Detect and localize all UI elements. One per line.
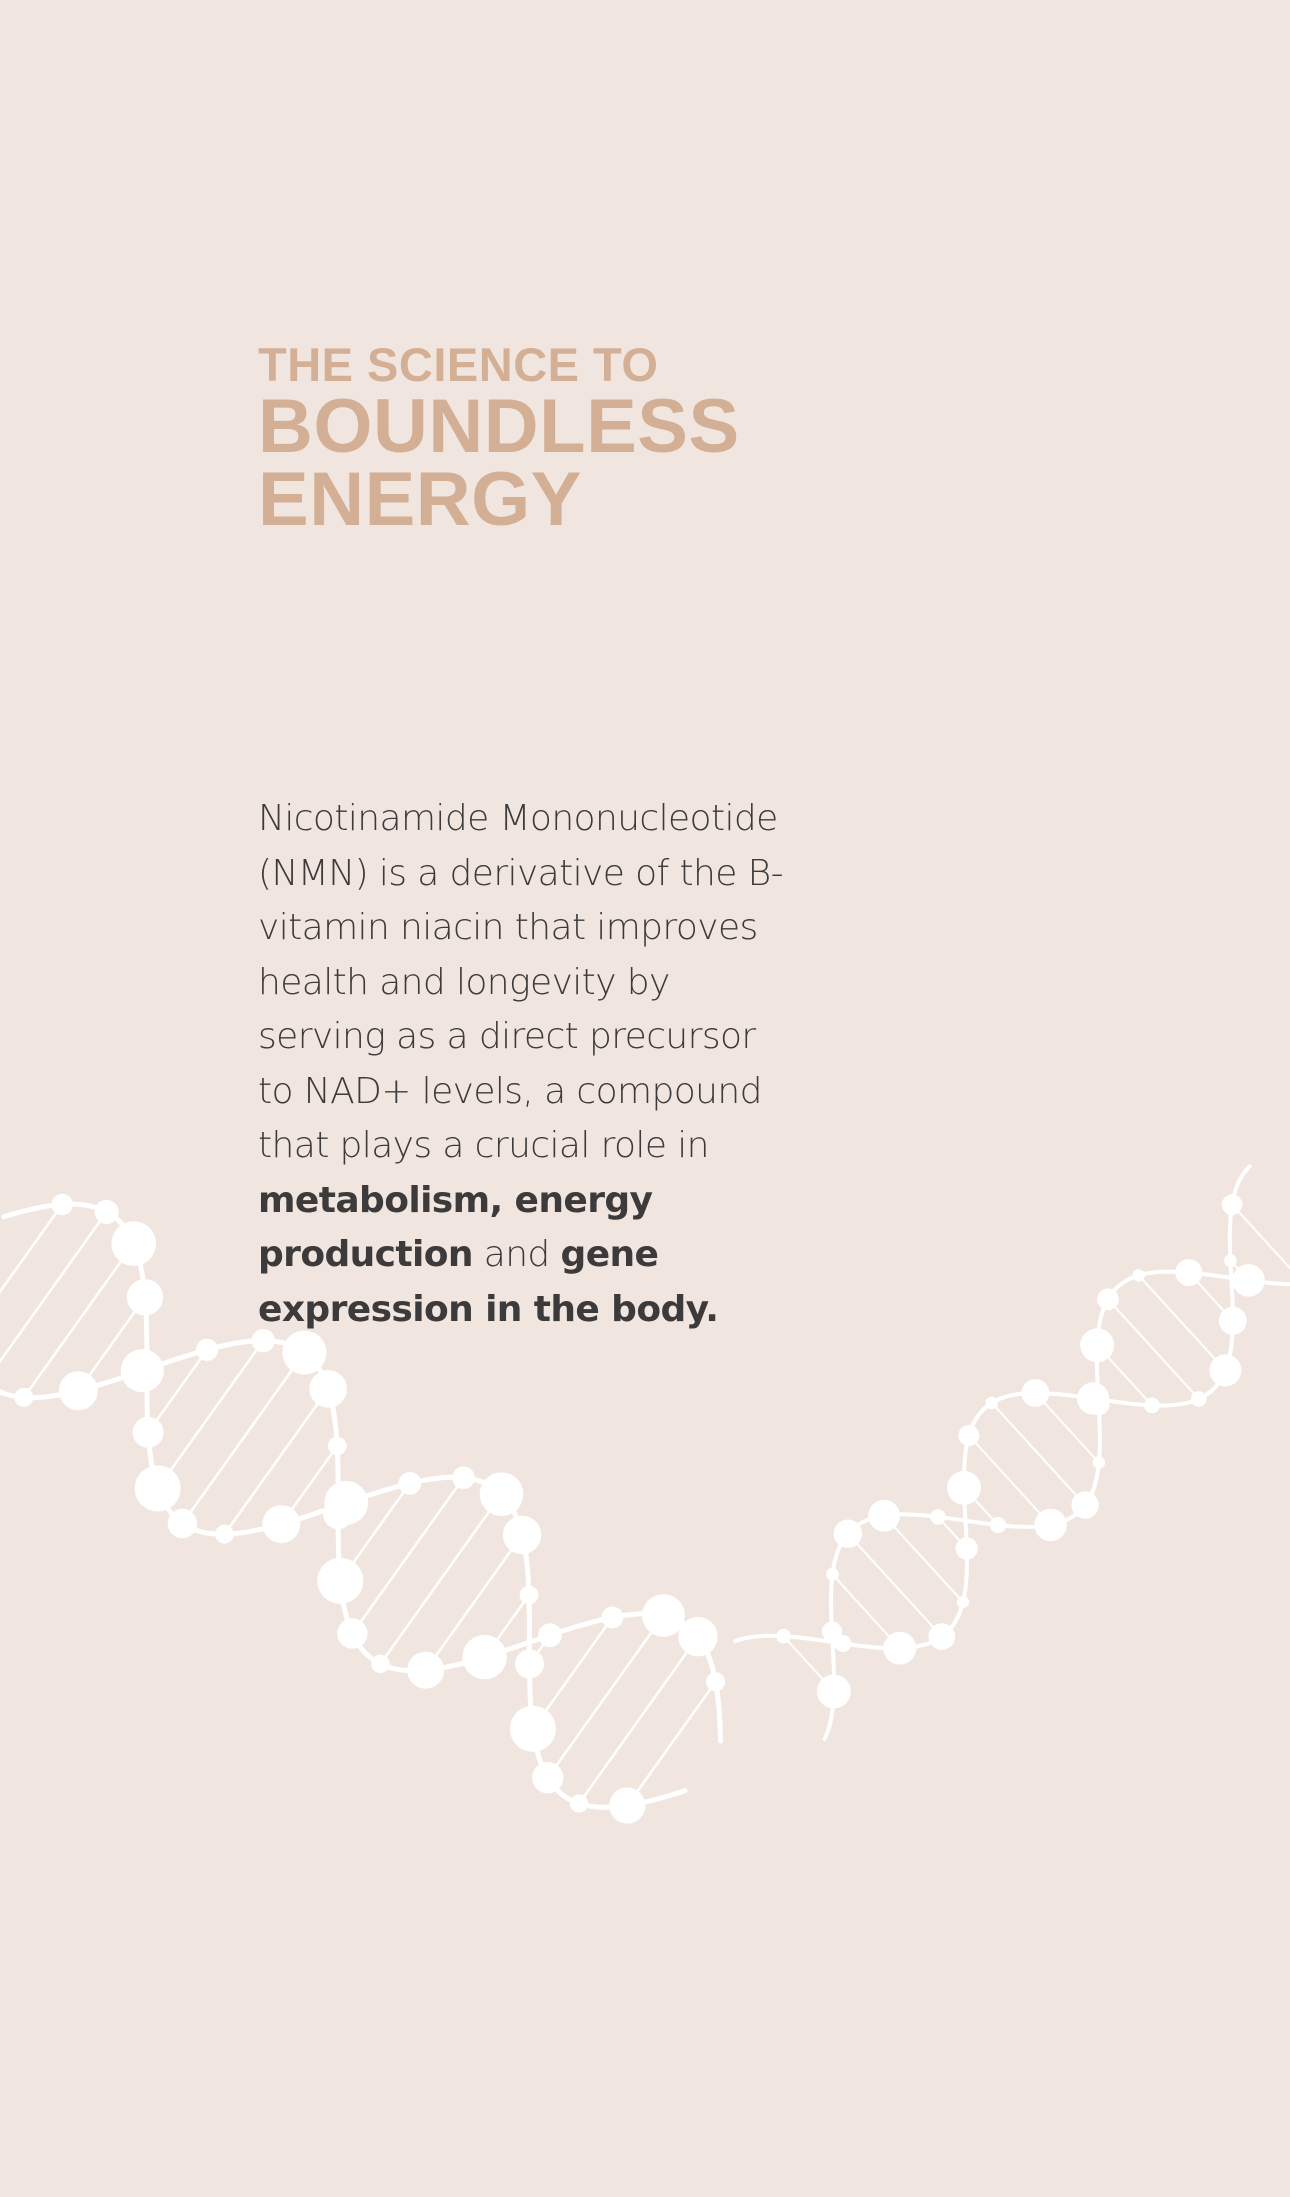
dna-node bbox=[328, 1437, 347, 1456]
dna-rung bbox=[1108, 1299, 1199, 1399]
dna-node bbox=[1144, 1398, 1160, 1414]
dna-node bbox=[111, 1221, 156, 1266]
dna-node bbox=[570, 1794, 588, 1812]
dna-node bbox=[1175, 1259, 1202, 1286]
dna-node bbox=[399, 1472, 422, 1495]
description-bold-2: gene expression in the body. bbox=[258, 1234, 719, 1330]
dna-node bbox=[127, 1279, 163, 1315]
heading-line-1: THE SCIENCE TO bbox=[258, 338, 659, 391]
description-paragraph bbox=[258, 792, 798, 1337]
dna-node bbox=[59, 1371, 98, 1410]
dna-node bbox=[532, 1762, 563, 1793]
dna-node bbox=[834, 1635, 851, 1652]
dna-node bbox=[196, 1339, 218, 1361]
dna-rung bbox=[969, 1436, 1051, 1526]
dna-node bbox=[1077, 1382, 1109, 1414]
dna-node bbox=[282, 1331, 326, 1375]
dna-rung bbox=[627, 1682, 715, 1806]
dna-node bbox=[1224, 1254, 1237, 1267]
description-text-2: and bbox=[472, 1234, 561, 1275]
dna-node bbox=[958, 1425, 979, 1446]
dna-rung bbox=[884, 1516, 963, 1602]
dna-node bbox=[324, 1481, 368, 1525]
dna-rung bbox=[182, 1353, 304, 1524]
dna-node bbox=[609, 1787, 645, 1823]
dna-rung bbox=[0, 1205, 62, 1343]
dna-node bbox=[834, 1520, 862, 1548]
dna-node bbox=[95, 1200, 119, 1224]
dna-node bbox=[1097, 1288, 1119, 1310]
dna-node bbox=[930, 1509, 945, 1524]
dna-node bbox=[309, 1370, 347, 1408]
heading-line-2: BOUNDLESS bbox=[258, 384, 740, 469]
page-heading bbox=[258, 338, 740, 542]
dna-rung bbox=[848, 1534, 942, 1637]
dna-rung bbox=[548, 1616, 664, 1778]
dna-helix-right-illustration bbox=[735, 1166, 1290, 1739]
dna-node bbox=[706, 1672, 725, 1691]
dna-node bbox=[817, 1674, 851, 1708]
dna-rung bbox=[158, 1341, 264, 1489]
description-bold-1: metabolism, energy production bbox=[258, 1179, 653, 1275]
dna-node bbox=[337, 1618, 367, 1648]
dna-node bbox=[868, 1500, 900, 1532]
dna-node bbox=[138, 1355, 156, 1373]
dna-node bbox=[503, 1516, 541, 1554]
dna-node bbox=[371, 1655, 389, 1673]
dna-node bbox=[1080, 1328, 1114, 1362]
dna-node bbox=[52, 1194, 73, 1215]
dna-node bbox=[957, 1596, 969, 1608]
dna-node bbox=[317, 1558, 363, 1604]
dna-node bbox=[1232, 1264, 1265, 1297]
heading-line-3: ENERGY bbox=[258, 457, 582, 542]
dna-node bbox=[407, 1652, 444, 1689]
dna-node bbox=[883, 1632, 916, 1665]
dna-node bbox=[462, 1635, 506, 1679]
dna-node bbox=[1209, 1354, 1241, 1386]
dna-node bbox=[14, 1388, 33, 1407]
dna-node bbox=[1219, 1307, 1247, 1335]
dna-node bbox=[520, 1586, 539, 1605]
dna-node bbox=[262, 1505, 300, 1543]
dna-node bbox=[168, 1509, 197, 1538]
dna-node bbox=[990, 1517, 1006, 1533]
dna-node bbox=[1022, 1379, 1050, 1407]
dna-node bbox=[1071, 1491, 1098, 1518]
dna-node bbox=[452, 1466, 475, 1489]
dna-node bbox=[135, 1465, 181, 1511]
dna-node bbox=[642, 1594, 685, 1637]
dna-rung bbox=[579, 1637, 698, 1804]
dna-node bbox=[947, 1471, 981, 1505]
dna-node bbox=[776, 1629, 791, 1644]
description-text-1: Nicotinamide Mononucleotide (NMN) is a derivative of the B-vitamin niacin that improves health and longevity by serving as a direct precursor to NAD+ levels, a compound that plays a crucial role in bbox=[258, 798, 783, 1166]
dna-node bbox=[1133, 1269, 1145, 1281]
dna-node bbox=[480, 1472, 524, 1516]
dna-node bbox=[510, 1706, 556, 1752]
dna-node bbox=[956, 1537, 978, 1559]
dna-node bbox=[1034, 1509, 1066, 1541]
dna-rung bbox=[352, 1478, 463, 1634]
dna-node bbox=[538, 1623, 562, 1647]
dna-node bbox=[986, 1397, 999, 1410]
dna-node bbox=[1222, 1194, 1243, 1215]
dna-node bbox=[133, 1417, 164, 1448]
dna-node bbox=[826, 1568, 839, 1581]
dna-node bbox=[215, 1525, 234, 1544]
dna-rung bbox=[1139, 1275, 1226, 1370]
dna-node bbox=[1093, 1456, 1105, 1468]
dna-node bbox=[678, 1617, 717, 1656]
dna-node bbox=[1191, 1391, 1207, 1407]
dna-rung bbox=[992, 1403, 1085, 1505]
dna-node bbox=[602, 1607, 624, 1629]
dna-node bbox=[515, 1650, 544, 1679]
dna-node bbox=[929, 1623, 956, 1650]
